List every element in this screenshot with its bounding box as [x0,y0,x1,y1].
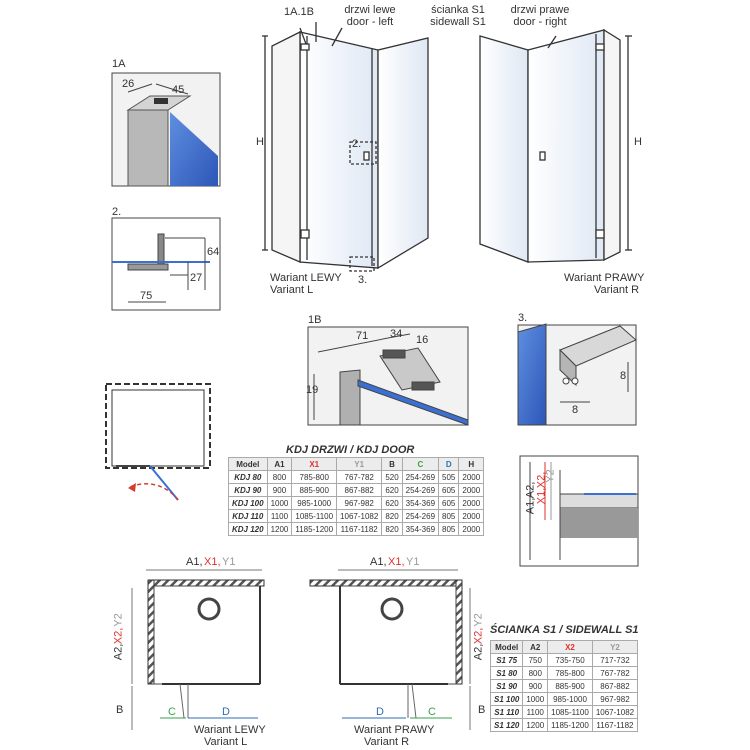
model-cell: S1 120 [491,719,523,732]
s1-header-row [491,641,638,654]
table-cell: 2000 [459,510,484,523]
table-cell: 750 [523,654,548,667]
variant-right-label-pl: Wariant PRAWY [564,272,645,284]
plan-left-top-x1: X1, [204,556,221,568]
table-cell: 805 [439,510,459,523]
s1-sidewall-table [490,640,638,732]
column-header: Model [491,641,523,654]
s1-table-title: ŚCIANKA S1 / SIDEWALL S1 [490,624,639,636]
niche-axis-a2: A2, [524,481,537,499]
plan-left-top-y1: Y1 [222,556,236,568]
table-cell: 354-369 [402,497,438,510]
niche-axis-y2: Y2 [544,469,557,483]
dimension-19: 19 [306,384,319,396]
table-cell: 820 [382,523,402,536]
table-row [229,510,484,523]
plan-right-top-a1: A1, [370,556,387,568]
column-header: C [402,458,438,471]
table-cell: 785-800 [292,471,337,484]
table-cell: 1067-1082 [592,706,637,719]
table-row [491,693,638,706]
table-cell: 2000 [459,523,484,536]
plan-right-side-y2: Y2 [472,613,485,627]
dimension-71: 71 [356,330,369,342]
door-right-label-pl: drzwi prawe [510,4,570,16]
table-row [491,667,638,680]
table-row [229,484,484,497]
table-cell: 800 [523,667,548,680]
table-cell: 767-782 [592,667,637,680]
table-cell: 735-750 [548,654,593,667]
plan-right-top-x1: X1, [388,556,405,568]
table-cell: 1085-1100 [548,706,593,719]
table-cell: 254-269 [402,484,438,497]
table-row [491,680,638,693]
table-cell: 1185-1200 [292,523,337,536]
table-cell: 254-269 [402,471,438,484]
table-cell: 1200 [267,523,292,536]
plan-left-d: D [222,706,230,718]
table-row [491,719,638,732]
table-row [491,654,638,667]
table-cell: 1100 [267,510,292,523]
column-header: D [439,458,459,471]
plan-left-b: B [116,704,124,716]
column-header: H [459,458,484,471]
table-row [491,706,638,719]
enclosure-right-drawing [480,30,632,262]
model-cell: KDJ 100 [229,497,268,510]
table-cell: 900 [523,680,548,693]
dimension-26: 26 [122,78,135,90]
plan-right-variant-pl: Wariant PRAWY [354,724,435,736]
inset-2-drawing [112,218,220,310]
plan-left-top-a1: A1, [186,556,203,568]
table-cell: 520 [382,471,402,484]
table-cell: 1067-1082 [337,510,382,523]
plan-right-c: C [428,706,436,718]
table-cell: 867-882 [592,680,637,693]
table-cell: 1000 [523,693,548,706]
table-cell: 820 [382,510,402,523]
door-right-label-en: door - right [513,16,567,28]
plan-left-side-y2: Y2 [112,613,125,627]
door-left-label-en: door - left [346,16,394,28]
kdj-header-row [229,458,484,471]
kdj-door-table [228,457,484,536]
dimension-34: 34 [390,328,403,340]
dimension-64: 64 [207,246,220,258]
plan-left-side-x2: X2, [112,627,125,645]
plan-right-b: B [478,704,486,716]
table-cell: 967-982 [337,497,382,510]
plan-left-variant-pl: Wariant LEWY [194,724,266,736]
sidewall-label-pl: ścianka S1 [431,4,485,16]
table-cell: 354-369 [402,523,438,536]
table-cell: 505 [439,471,459,484]
table-row [229,471,484,484]
dimension-75: 75 [140,290,153,302]
column-header: A1 [267,458,292,471]
niche-axis-x1: X1, [535,487,548,505]
plan-variant-left [132,570,264,730]
variant-left-label-en: Variant L [270,284,314,296]
column-header: B [382,458,402,471]
model-cell: KDJ 90 [229,484,268,497]
variant-left-label-pl: Wariant LEWY [270,272,342,284]
table-cell: 985-1000 [548,693,593,706]
model-cell: KDJ 80 [229,471,268,484]
inset-1b-drawing [308,327,468,425]
plan-left-side-a2: A2, [112,643,125,661]
model-cell: KDJ 120 [229,523,268,536]
table-cell: 885-900 [548,680,593,693]
table-cell: 985-1000 [292,497,337,510]
column-header: X1 [292,458,337,471]
door-swing-plan [106,384,210,500]
column-header: X2 [548,641,593,654]
model-cell: S1 90 [491,680,523,693]
table-cell: 1185-1200 [548,719,593,732]
table-cell: 605 [439,497,459,510]
column-header: A2 [523,641,548,654]
height-label-left: H [256,136,264,148]
detail-2-marker: 2. [352,138,362,150]
niche-axis-x2: X2, [535,471,548,489]
plan-right-side-x2: X2, [472,627,485,645]
plan-variant-right [310,570,470,730]
sidewall-label-en: sidewall S1 [430,16,486,28]
dimension-8-horizontal: 8 [572,404,579,416]
table-cell: 785-800 [548,667,593,680]
dimension-16: 16 [416,334,429,346]
column-header: Y1 [337,458,382,471]
table-row [229,497,484,510]
table-cell: 805 [439,523,459,536]
inset-2-title: 2. [112,206,122,218]
plan-right-d: D [376,706,384,718]
table-cell: 1085-1100 [292,510,337,523]
dimension-8-vertical: 8 [620,370,627,382]
model-cell: KDJ 110 [229,510,268,523]
inset-1a-title: 1A [112,58,126,70]
plan-right-variant-en: Variant R [364,736,410,748]
table-cell: 1167-1182 [592,719,637,732]
dimension-45: 45 [172,84,185,96]
table-cell: 2000 [459,497,484,510]
table-cell: 1100 [523,706,548,719]
table-cell: 800 [267,471,292,484]
table-cell: 717-732 [592,654,637,667]
model-cell: S1 75 [491,654,523,667]
table-cell: 900 [267,484,292,497]
table-row [229,523,484,536]
door-left-label-pl: drzwi lewe [344,4,396,16]
column-header: Model [229,458,268,471]
plan-left-variant-en: Variant L [204,736,248,748]
table-cell: 967-982 [592,693,637,706]
plan-right-side-a2: A2, [472,643,485,661]
plan-left-c: C [168,706,176,718]
label-1a-1b: 1A.1B [284,6,314,18]
table-cell: 1200 [523,719,548,732]
table-cell: 885-900 [292,484,337,497]
variant-right-label-en: Variant R [594,284,640,296]
niche-axis-a1: A1, [524,497,537,515]
kdj-table-title: KDJ DRZWI / KDJ DOOR [286,444,415,456]
table-cell: 2000 [459,471,484,484]
table-cell: 1000 [267,497,292,510]
model-cell: S1 80 [491,667,523,680]
plan-right-top-y1: Y1 [406,556,420,568]
table-cell: 620 [382,497,402,510]
height-label-right: H [634,136,642,148]
inset-1b-title: 1B [308,314,322,326]
dimension-27: 27 [190,272,203,284]
table-cell: 1167-1182 [337,523,382,536]
enclosure-left-drawing [262,22,428,271]
model-cell: S1 110 [491,706,523,719]
column-header: Y2 [592,641,637,654]
inset-3-title: 3. [518,312,528,324]
detail-3-marker: 3. [358,274,368,286]
table-cell: 605 [439,484,459,497]
table-cell: 867-882 [337,484,382,497]
table-cell: 2000 [459,484,484,497]
table-cell: 767-782 [337,471,382,484]
table-cell: 620 [382,484,402,497]
table-cell: 254-269 [402,510,438,523]
model-cell: S1 100 [491,693,523,706]
